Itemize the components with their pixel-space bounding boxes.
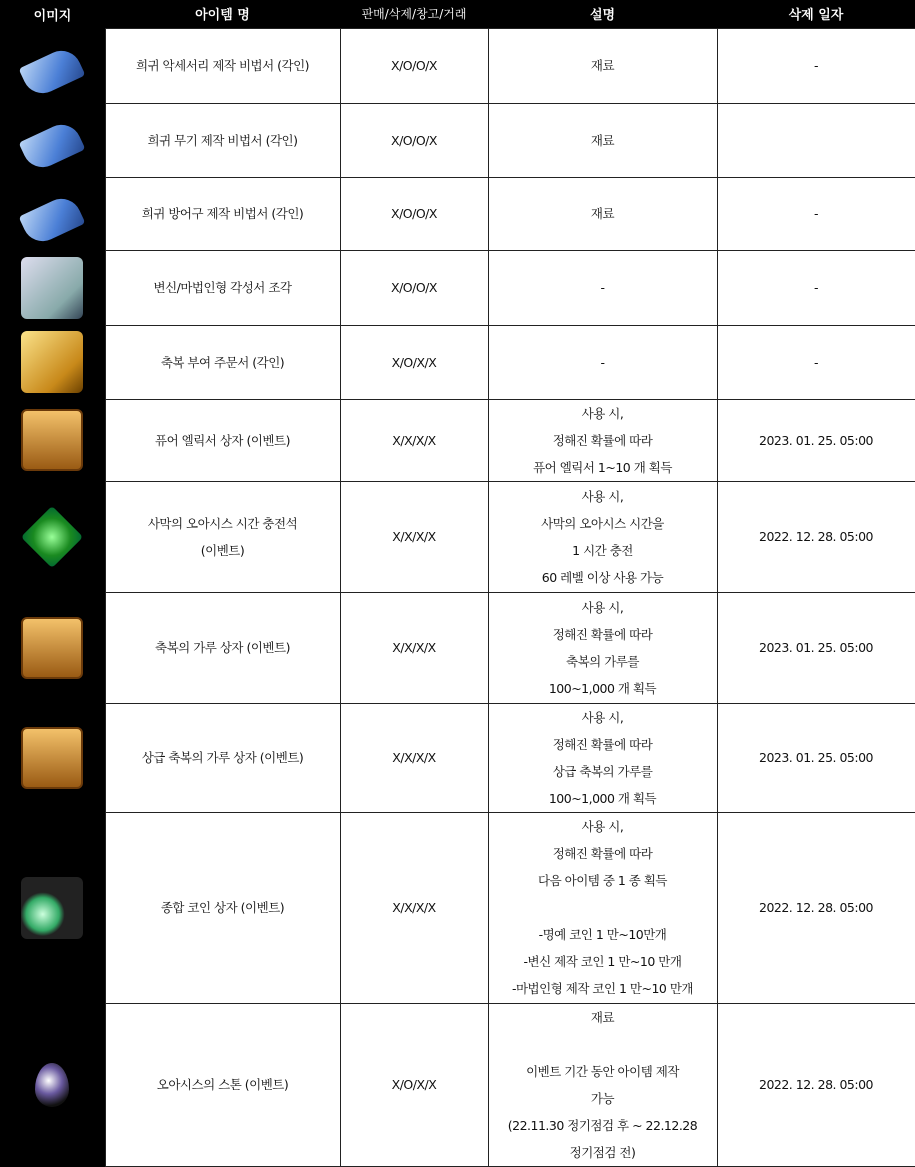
item-status: X/X/X/X bbox=[340, 481, 488, 592]
item-status: X/O/O/X bbox=[340, 250, 488, 325]
armor-scroll-icon bbox=[19, 192, 86, 247]
item-date: 2022. 12. 28. 05:00 bbox=[717, 1003, 915, 1166]
item-desc: 사용 시, 정해진 확률에 따라 다음 아이템 중 1 종 획득 -명예 코인 1 만~10만개 -변신 제작 코인 1 만~10 만개 -마법인형 제작 코인 1 만~10 만개 bbox=[488, 812, 717, 1003]
image-cell bbox=[0, 481, 105, 592]
item-desc: 사용 시, 정해진 확률에 따라 퓨어 엘릭서 1~10 개 획득 bbox=[488, 399, 717, 481]
image-cell bbox=[0, 399, 105, 481]
green-gem-icon bbox=[21, 505, 83, 567]
blessing-scroll-icon bbox=[21, 331, 83, 393]
item-date: - bbox=[717, 250, 915, 325]
item-status: X/X/X/X bbox=[340, 703, 488, 812]
table-row bbox=[0, 325, 915, 399]
table-row bbox=[0, 28, 915, 103]
gold-powder-chest-icon bbox=[21, 727, 83, 789]
table-row bbox=[0, 481, 915, 592]
header-name: 아이템 명 bbox=[105, 0, 340, 28]
item-desc: 재료 이벤트 기간 동안 아이템 제작 가능 (22.11.30 정기점검 후 ~ 22.12.28 정기점검 전) bbox=[488, 1003, 717, 1166]
item-date: - bbox=[717, 28, 915, 103]
image-cell bbox=[0, 592, 105, 703]
table-row bbox=[0, 703, 915, 812]
image-cell bbox=[0, 28, 105, 103]
accessory-scroll-icon bbox=[19, 44, 86, 99]
item-desc: 사용 시, 정해진 확률에 따라 축복의 가루를 100~1,000 개 획득 bbox=[488, 592, 717, 703]
header-status: 판매/삭제/창고/거래 bbox=[340, 0, 488, 28]
image-cell bbox=[0, 1003, 105, 1166]
item-date: 2022. 12. 28. 05:00 bbox=[717, 812, 915, 1003]
item-status: X/O/O/X bbox=[340, 177, 488, 250]
item-name: 축복 부여 주문서 (각인) bbox=[105, 325, 340, 399]
table-row bbox=[0, 812, 915, 1003]
table-row bbox=[0, 103, 915, 177]
item-date: 2022. 12. 28. 05:00 bbox=[717, 481, 915, 592]
weapon-scroll-icon bbox=[19, 118, 86, 173]
item-date: 2023. 01. 25. 05:00 bbox=[717, 703, 915, 812]
table-row bbox=[0, 592, 915, 703]
item-date bbox=[717, 103, 915, 177]
header-desc: 설명 bbox=[488, 0, 717, 28]
image-cell bbox=[0, 103, 105, 177]
image-cell bbox=[0, 703, 105, 812]
table-row bbox=[0, 177, 915, 250]
header-date: 삭제 일자 bbox=[717, 0, 915, 28]
table-row bbox=[0, 1003, 915, 1166]
item-status: X/X/X/X bbox=[340, 812, 488, 1003]
item-name: 사막의 오아시스 시간 충전석 (이벤트) bbox=[105, 481, 340, 592]
item-status: X/X/X/X bbox=[340, 399, 488, 481]
item-name: 축복의 가루 상자 (이벤트) bbox=[105, 592, 340, 703]
item-status: X/O/O/X bbox=[340, 103, 488, 177]
item-desc: 사용 시, 사막의 오아시스 시간을 1 시간 충전 60 레벨 이상 사용 가능 bbox=[488, 481, 717, 592]
item-name: 희귀 방어구 제작 비법서 (각인) bbox=[105, 177, 340, 250]
item-status: X/O/X/X bbox=[340, 325, 488, 399]
item-desc: 재료 bbox=[488, 103, 717, 177]
item-name: 상급 축복의 가루 상자 (이벤트) bbox=[105, 703, 340, 812]
item-date: 2023. 01. 25. 05:00 bbox=[717, 592, 915, 703]
item-name: 종합 코인 상자 (이벤트) bbox=[105, 812, 340, 1003]
item-name: 변신/마법인형 각성서 조각 bbox=[105, 250, 340, 325]
table-row bbox=[0, 250, 915, 325]
item-date: - bbox=[717, 325, 915, 399]
image-cell bbox=[0, 325, 105, 399]
image-cell bbox=[0, 177, 105, 250]
item-desc: 사용 시, 정해진 확률에 따라 상급 축복의 가루를 100~1,000 개 획득 bbox=[488, 703, 717, 812]
item-desc: - bbox=[488, 325, 717, 399]
item-status: X/O/X/X bbox=[340, 1003, 488, 1166]
item-desc: - bbox=[488, 250, 717, 325]
item-name: 오아시스의 스톤 (이벤트) bbox=[105, 1003, 340, 1166]
table-row bbox=[0, 399, 915, 481]
image-cell bbox=[0, 250, 105, 325]
item-status: X/X/X/X bbox=[340, 592, 488, 703]
header-image: 이미지 bbox=[0, 0, 105, 28]
powder-chest-icon bbox=[21, 617, 83, 679]
item-date: 2023. 01. 25. 05:00 bbox=[717, 399, 915, 481]
item-name: 퓨어 엘릭서 상자 (이벤트) bbox=[105, 399, 340, 481]
awakening-fragment-icon bbox=[21, 257, 83, 319]
image-cell bbox=[0, 812, 105, 1003]
item-status: X/O/O/X bbox=[340, 28, 488, 103]
elixir-chest-icon bbox=[21, 409, 83, 471]
item-date: - bbox=[717, 177, 915, 250]
item-name: 희귀 악세서리 제작 비법서 (각인) bbox=[105, 28, 340, 103]
header-row bbox=[0, 0, 915, 28]
coin-chest-icon bbox=[21, 877, 83, 939]
oasis-stone-icon bbox=[35, 1063, 69, 1107]
item-desc: 재료 bbox=[488, 177, 717, 250]
item-name: 희귀 무기 제작 비법서 (각인) bbox=[105, 103, 340, 177]
item-desc: 재료 bbox=[488, 28, 717, 103]
